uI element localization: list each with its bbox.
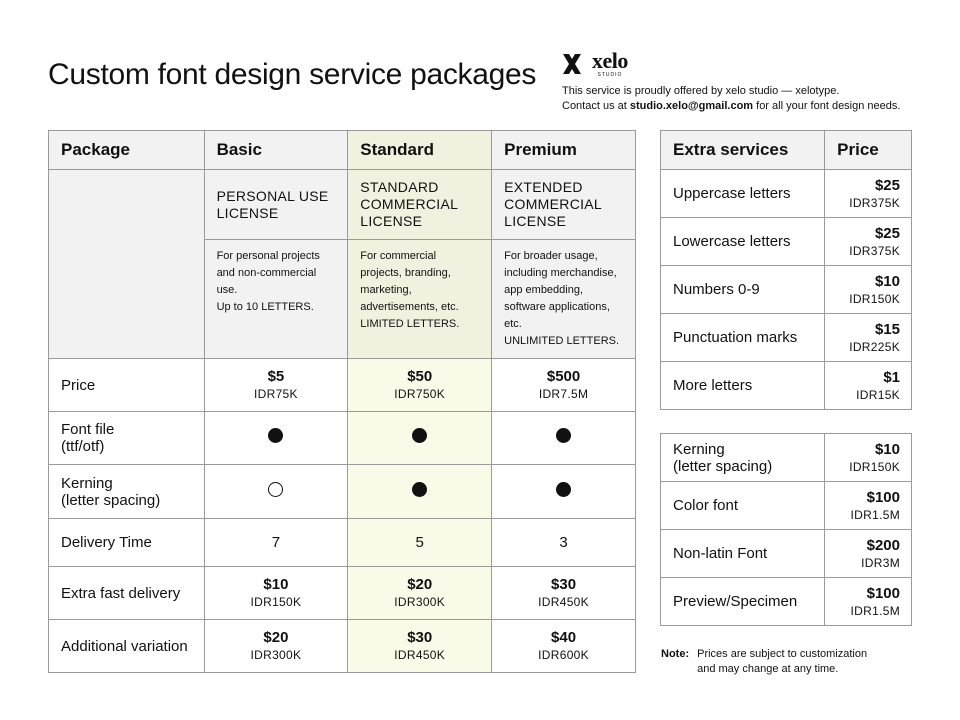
- kerning-standard: [348, 465, 492, 519]
- kerning-premium: [492, 465, 636, 519]
- extra-price: [825, 362, 912, 410]
- extra-price: [825, 530, 912, 578]
- extra-price: [825, 314, 912, 362]
- usd-value: $10: [874, 440, 900, 458]
- usd-value: $15: [874, 320, 900, 338]
- desc-line: For personal projects: [216, 250, 320, 262]
- extra-name: Preview/Specimen: [661, 578, 825, 626]
- desc-line: marketing,: [360, 284, 412, 296]
- header-standard: Standard: [348, 131, 492, 170]
- extra-fast-basic: [204, 567, 348, 620]
- usd-value: $10: [263, 576, 289, 593]
- usd-value: $50: [407, 368, 433, 385]
- included-dot-icon: [412, 428, 427, 443]
- price-label: Price: [49, 359, 205, 412]
- font-file-premium: [492, 412, 636, 465]
- delivery-row: [49, 519, 636, 567]
- font-file-standard: [348, 412, 492, 465]
- desc-line: and non-commercial: [216, 267, 317, 279]
- extra-row: [661, 434, 912, 482]
- brand-logo: [562, 50, 628, 78]
- note-label: Note:: [661, 648, 690, 660]
- note-text: [697, 647, 867, 677]
- desc-line: Up to 10 LETTERS.: [216, 301, 314, 313]
- included-dot-icon: [556, 482, 571, 497]
- variation-basic: [204, 620, 348, 673]
- price-basic: [204, 359, 348, 412]
- delivery-premium: 3: [492, 519, 636, 567]
- variation-row: [49, 620, 636, 673]
- extra-row: [661, 218, 912, 266]
- header-basic: Basic: [204, 131, 348, 170]
- delivery-standard: 5: [348, 519, 492, 567]
- extra-row: [661, 482, 912, 530]
- idr-value: IDR375K: [849, 243, 900, 258]
- extra-name: Numbers 0-9: [661, 266, 825, 314]
- extra-row: [661, 530, 912, 578]
- license-premium: EXTENDED COMMERCIAL LICENSE: [492, 170, 636, 240]
- brand-sub: STUDIO: [597, 72, 623, 78]
- kerning-row: [49, 465, 636, 519]
- idr-value: IDR300K: [394, 595, 446, 609]
- extra-row: [661, 578, 912, 626]
- usd-value: $25: [874, 176, 900, 194]
- font-file-row: [49, 412, 636, 465]
- extra-price: [825, 170, 912, 218]
- delivery-basic: 7: [204, 519, 348, 567]
- note-line: and may change at any time.: [697, 663, 839, 675]
- extra-fast-standard: [348, 567, 492, 620]
- xelo-x-icon: [562, 53, 582, 75]
- desc-line: etc.: [504, 318, 522, 330]
- header-row: [49, 131, 636, 170]
- font-file-basic: [204, 412, 348, 465]
- extra-row: [661, 362, 912, 410]
- usd-value: $200: [866, 536, 900, 554]
- variation-premium: [492, 620, 636, 673]
- desc-line: including merchandise,: [504, 267, 617, 279]
- idr-value: IDR450K: [394, 648, 446, 662]
- usd-value: $100: [866, 584, 900, 602]
- usd-value: $1: [883, 368, 900, 386]
- extra-row: [661, 266, 912, 314]
- extra-price: [825, 482, 912, 530]
- label-line: Font file: [61, 421, 115, 438]
- usd-value: $5: [267, 368, 285, 385]
- extra-price: [825, 578, 912, 626]
- contact-suffix: for all your font design needs.: [753, 100, 901, 112]
- desc-line: LIMITED LETTERS.: [360, 318, 460, 330]
- idr-value: IDR150K: [849, 291, 900, 306]
- extra-name: Lowercase letters: [661, 218, 825, 266]
- desc-line: projects, branding,: [360, 267, 451, 279]
- description-premium: [492, 240, 636, 359]
- idr-value: IDR750K: [394, 387, 446, 401]
- usd-value: $30: [407, 629, 433, 646]
- usd-value: $20: [263, 629, 289, 646]
- extra-fast-premium: [492, 567, 636, 620]
- extra-services-table: [660, 130, 912, 410]
- idr-value: IDR150K: [849, 459, 900, 474]
- extra-name: Punctuation marks: [661, 314, 825, 362]
- idr-value: IDR150K: [250, 595, 302, 609]
- extras-header-row: [661, 131, 912, 170]
- idr-value: IDR1.5M: [850, 603, 900, 618]
- idr-value: IDR300K: [250, 648, 302, 662]
- usd-value: $500: [546, 368, 581, 385]
- wordmark: [592, 50, 628, 78]
- desc-line: For broader usage,: [504, 250, 598, 262]
- idr-value: IDR1.5M: [850, 507, 900, 522]
- package-cell: [49, 170, 205, 359]
- extra-name: More letters: [661, 362, 825, 410]
- description-standard: [348, 240, 492, 359]
- extra-name: Color font: [661, 482, 825, 530]
- brand-line-2: [562, 99, 900, 114]
- brand-name: xelo: [592, 48, 628, 73]
- idr-value: IDR225K: [849, 339, 900, 354]
- extra-row: [661, 170, 912, 218]
- included-dot-icon: [268, 428, 283, 443]
- extra-price: [825, 266, 912, 314]
- price-standard: [348, 359, 492, 412]
- desc-line: use.: [216, 284, 238, 296]
- variation-standard: [348, 620, 492, 673]
- idr-value: IDR600K: [538, 648, 589, 662]
- extra-name: Uppercase letters: [661, 170, 825, 218]
- brand-line-1: This service is proudly offered by xelo studio — xelotype.: [562, 85, 840, 97]
- extra-name: Non-latin Font: [661, 530, 825, 578]
- extra-name: [661, 434, 825, 482]
- extra-row: [661, 314, 912, 362]
- pricing-note: [661, 647, 867, 677]
- label-line: (letter spacing): [61, 491, 161, 509]
- extra-services-table-2: [660, 433, 912, 626]
- contact-email[interactable]: studio.xelo@gmail.com: [629, 100, 754, 112]
- note-line: Prices are subject to customization: [697, 648, 868, 660]
- usd-value: $20: [407, 576, 433, 593]
- desc-line: For commercial: [360, 250, 437, 262]
- kerning-basic: [204, 465, 348, 519]
- desc-line: advertisements, etc.: [360, 301, 459, 313]
- extra-fast-row: [49, 567, 636, 620]
- packages-table: [48, 130, 636, 673]
- usd-value: $10: [874, 272, 900, 290]
- contact-prefix: Contact us at: [562, 100, 630, 112]
- idr-value: IDR375K: [849, 195, 900, 210]
- label-line: Kerning: [61, 474, 113, 492]
- not-included-ring-icon: [268, 482, 283, 497]
- kerning-label: [49, 465, 205, 519]
- font-file-label: [49, 412, 205, 465]
- label-line: (ttf/otf): [61, 438, 105, 455]
- idr-value: IDR7.5M: [538, 387, 589, 401]
- extra-price: [825, 218, 912, 266]
- idr-value: IDR75K: [254, 387, 298, 401]
- desc-line: software applications,: [504, 301, 610, 313]
- delivery-label: Delivery Time: [49, 519, 205, 567]
- price-premium: [492, 359, 636, 412]
- usd-value: $30: [551, 576, 577, 593]
- header-price: Price: [825, 131, 912, 170]
- usd-value: $25: [874, 224, 900, 242]
- header-premium: Premium: [492, 131, 636, 170]
- license-row: [49, 170, 636, 240]
- variation-label: Additional variation: [49, 620, 205, 673]
- license-standard: STANDARD COMMERCIAL LICENSE: [348, 170, 492, 240]
- extra-fast-label: Extra fast delivery: [49, 567, 205, 620]
- idr-value: IDR15K: [856, 387, 900, 402]
- idr-value: IDR450K: [538, 595, 589, 609]
- page-title: Custom font design service packages: [48, 58, 537, 91]
- desc-line: UNLIMITED LETTERS.: [504, 335, 620, 347]
- header-package: Package: [49, 131, 205, 170]
- usd-value: $40: [551, 629, 577, 646]
- usd-value: $100: [866, 488, 900, 506]
- license-basic: PERSONAL USE LICENSE: [204, 170, 348, 240]
- idr-value: IDR3M: [861, 555, 900, 570]
- header-extra-services: Extra services: [661, 131, 825, 170]
- desc-line: app embedding,: [504, 284, 584, 296]
- included-dot-icon: [412, 482, 427, 497]
- name-line: (letter spacing): [673, 457, 773, 475]
- description-basic: [204, 240, 348, 359]
- price-row: [49, 359, 636, 412]
- included-dot-icon: [556, 428, 571, 443]
- name-line: Kerning: [673, 440, 725, 458]
- extra-price: [825, 434, 912, 482]
- brand-info: [562, 84, 900, 114]
